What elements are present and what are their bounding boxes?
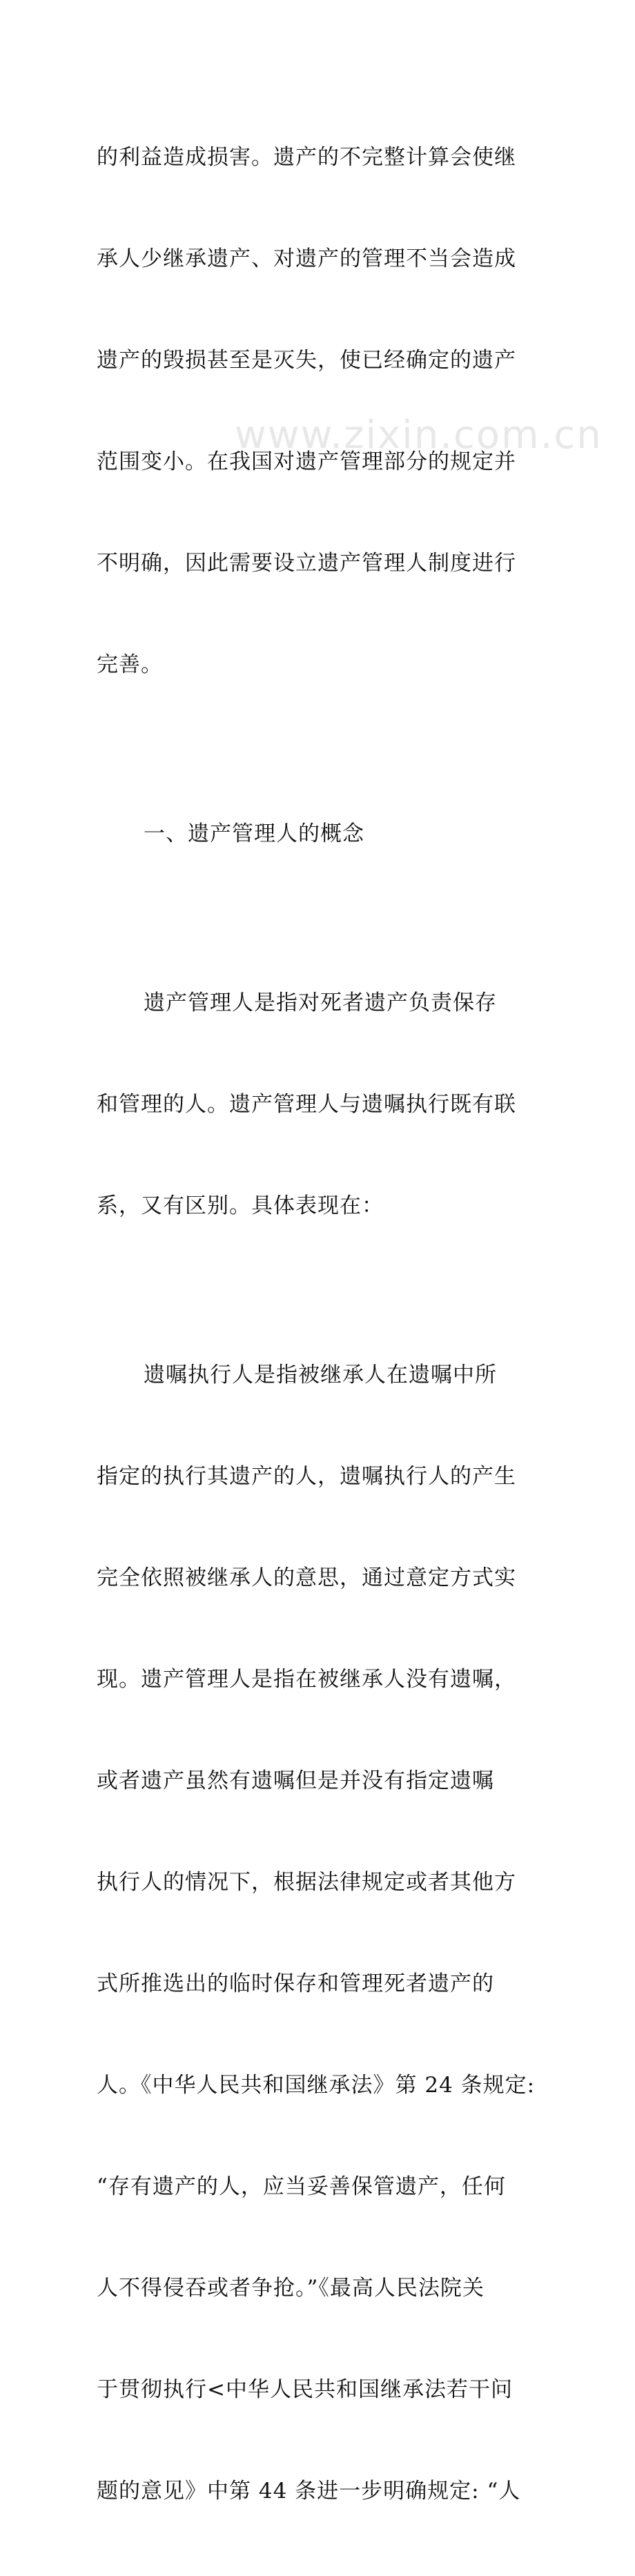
text-line: 式所推选出的临时保存和管理死者遗产的 — [97, 1971, 494, 1996]
text-line: 完善。 — [97, 652, 163, 677]
text-line: 人不得侵吞或者争抢。”《最高人民法院关 — [97, 2276, 485, 2301]
text-line: 或者遗产虽然有遗嘱但是并没有指定遗嘱 — [97, 1768, 494, 1793]
text-line: 遗嘱执行人是指被继承人在遗嘱中所 — [144, 1363, 497, 1387]
text-line: 指定的执行其遗产的人，遗嘱执行人的产生 — [97, 1464, 516, 1489]
text-line: 的利益造成损害。遗产的不完整计算会使继 — [97, 145, 516, 170]
paragraph-comparison — [97, 1291, 552, 2576]
paragraph-definition — [97, 919, 552, 1291]
document-body — [97, 73, 552, 2576]
text-line: 系，又有区别。具体表现在： — [97, 1193, 384, 1218]
text-line: 不明确，因此需要设立遗产管理人制度进行 — [97, 551, 516, 576]
text-line: 承人少继承遗产、对遗产的管理不当会造成 — [97, 246, 516, 271]
text-line: 遗产管理人是指对死者遗产负责保存 — [144, 991, 497, 1015]
paragraph-intro — [97, 73, 552, 750]
text-line: 完全依照被继承人的意思，通过意定方式实 — [97, 1565, 516, 1590]
watermark: www.zixin.com.cn — [235, 413, 603, 458]
text-line: 题的意见》中第 44 条进一步明确规定: “人 — [97, 2479, 521, 2504]
section-heading — [97, 750, 552, 919]
text-line: “存有遗产的人，应当妥善保管遗产，任何 — [97, 2174, 506, 2199]
text-line: 于贯彻执行<中华人民共和国继承法若干问 — [97, 2377, 513, 2402]
text-line: 遗产的毁损甚至是灭失，使已经确定的遗产 — [97, 348, 516, 373]
text-line: 范围变小。在我国对遗产管理部分的规定并 — [97, 449, 516, 474]
text-line: 现。遗产管理人是指在被继承人没有遗嘱， — [97, 1667, 516, 1692]
text-line: 人。《中华人民共和国继承法》第 24 条规定: — [97, 2073, 536, 2098]
heading-text: 一、遗产管理人的概念 — [144, 821, 364, 846]
text-line: 和管理的人。遗产管理人与遗嘱执行既有联 — [97, 1092, 516, 1117]
text-line: 执行人的情况下，根据法律规定或者其他方 — [97, 1870, 516, 1895]
